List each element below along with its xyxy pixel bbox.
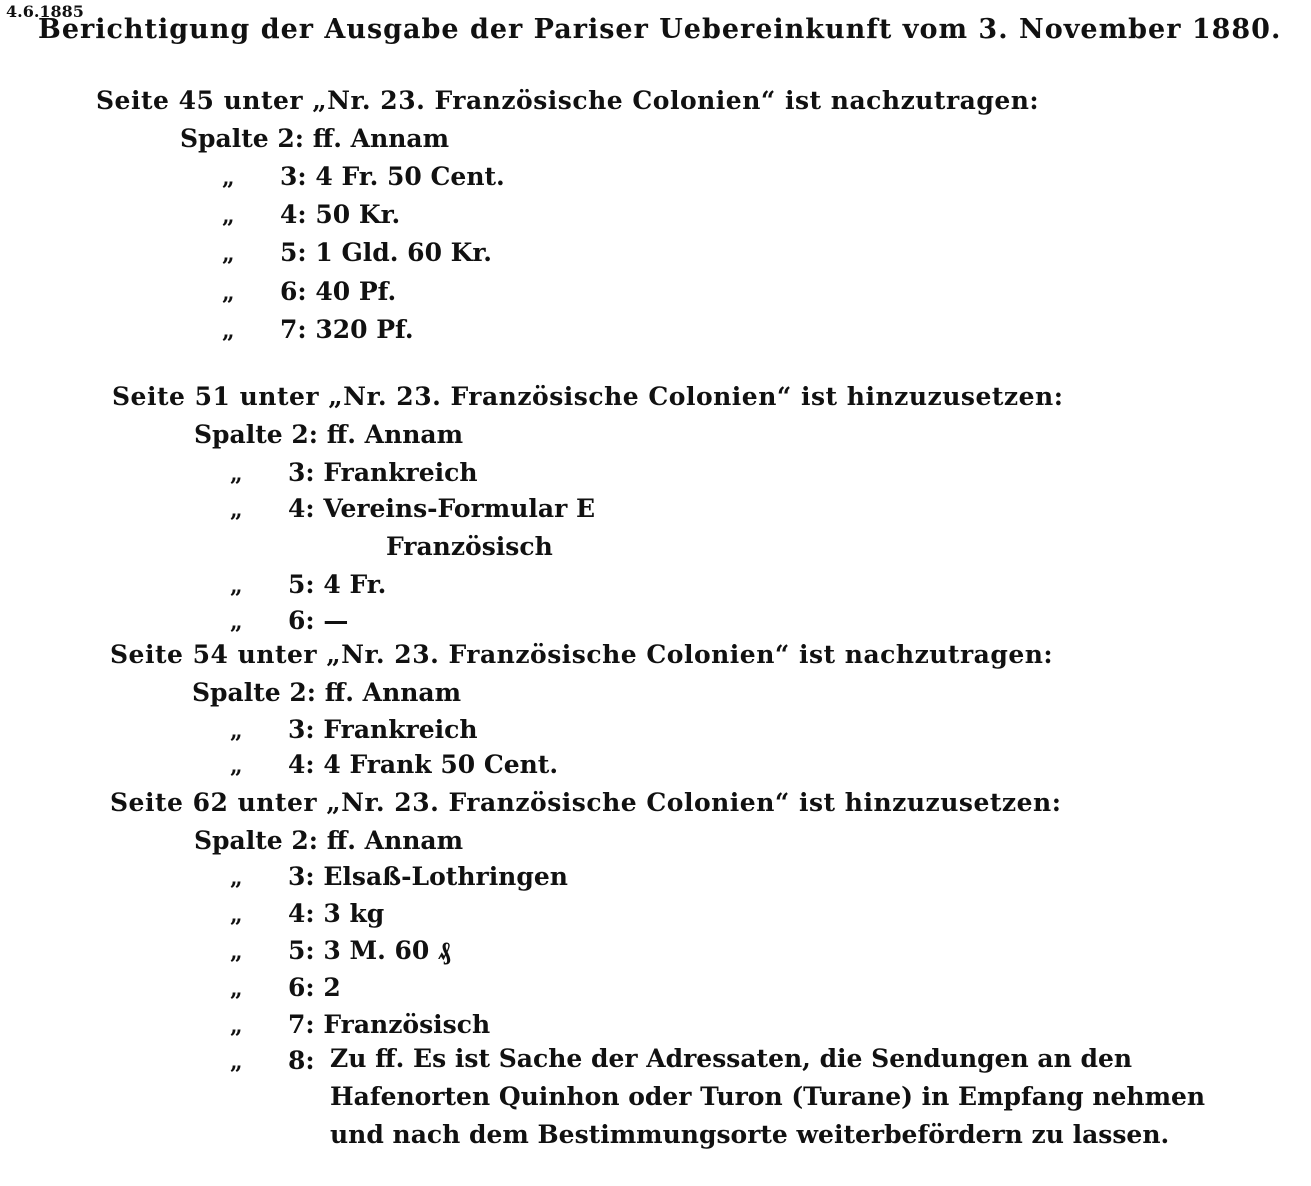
row-label: 5: (288, 936, 315, 965)
row-text: 1 Gld. 60 Kr. (315, 238, 492, 267)
row-label: 4: (288, 899, 315, 928)
row-continuation: Französisch (386, 532, 553, 561)
row-text: 50 Kr. (315, 200, 401, 229)
row (194, 420, 463, 449)
row-text: Frankreich (323, 715, 478, 744)
row (230, 458, 478, 487)
row-label: 2: (289, 678, 317, 707)
row-text: 3 kg (323, 899, 385, 928)
row-text: ff. Annam (326, 826, 464, 855)
row (222, 315, 414, 344)
ditto-mark: „ (222, 203, 235, 229)
row-text: 4 Fr. 50 Cent. (315, 162, 505, 191)
row (230, 606, 348, 635)
row (222, 162, 505, 191)
row-text: Französisch (323, 1010, 491, 1039)
ditto-mark: „ (230, 609, 243, 635)
ditto-mark: „ (230, 753, 243, 779)
ditto-mark: „ (222, 318, 235, 344)
ditto-mark: „ (222, 165, 235, 191)
row (180, 124, 449, 153)
ditto-mark: „ (230, 497, 243, 523)
row-label: 6: (280, 277, 307, 306)
row-label: 3: (288, 715, 315, 744)
ditto-mark: „ (230, 1049, 243, 1075)
row-text: ff. Annam (324, 678, 462, 707)
row-label: 2: (277, 124, 305, 153)
row-label: 4: (288, 494, 315, 523)
ditto-mark: „ (230, 573, 243, 599)
ditto-mark: „ (230, 461, 243, 487)
ditto-mark: „ (230, 939, 243, 965)
document-heading: Berichtigung der Ausgabe der Pariser Uebereinkunft vom 3. November 1880. (38, 14, 1282, 45)
row-text: Frankreich (323, 458, 478, 487)
row (230, 494, 595, 523)
row-label: 3: (280, 162, 307, 191)
row (230, 973, 341, 1002)
row-label: 5: (280, 238, 307, 267)
row (230, 570, 386, 599)
row (230, 862, 568, 891)
row-label: 2: (291, 826, 319, 855)
ditto-mark: „ (222, 280, 235, 306)
row (230, 1046, 315, 1075)
row (230, 750, 558, 779)
row-label: 4: (280, 200, 307, 229)
row (194, 826, 463, 855)
ditto-mark: „ (230, 865, 243, 891)
row-text: Elsaß-Lothringen (323, 862, 568, 891)
row-label: 5: (288, 570, 315, 599)
row-label: 3: (288, 862, 315, 891)
row-label: 3: (288, 458, 315, 487)
row-label: 7: (280, 315, 307, 344)
ditto-mark: „ (230, 976, 243, 1002)
row-label: 8: (288, 1046, 315, 1075)
row-text: 3 M. 60 ₰ (323, 936, 451, 965)
row-prefix: Spalte (192, 678, 281, 707)
row (222, 200, 400, 229)
row (230, 715, 478, 744)
row-text: ff. Annam (312, 124, 450, 153)
row-text: Vereins-Formular E (323, 494, 596, 523)
row-prefix: Spalte (180, 124, 269, 153)
row-text: 4 Frank 50 Cent. (323, 750, 559, 779)
row-text: 4 Fr. (323, 570, 387, 599)
row-text: 2 (323, 973, 341, 1002)
document-date: 4.6.1885 (6, 2, 84, 21)
ditto-mark: „ (222, 241, 235, 267)
row-prefix: Spalte (194, 420, 283, 449)
row-text: — (323, 606, 349, 635)
row-text: 40 Pf. (315, 277, 397, 306)
row-label: 6: (288, 973, 315, 1002)
row-text: ff. Annam (326, 420, 464, 449)
ditto-mark: „ (230, 902, 243, 928)
row (222, 238, 492, 267)
row-note-text: Zu ff. Es ist Sache der Adressaten, die Sendungen an den Hafenorten Quinhon oder Turon (Turane) in Empfang nehmen und nach dem Bestimmungsorte weiterbefördern zu lassen. (330, 1044, 1206, 1149)
row (222, 277, 396, 306)
row (230, 936, 451, 966)
section-title: Seite 62 unter „Nr. 23. Französische Colonien“ ist hinzuzusetzen: (110, 788, 1062, 817)
row-label: 7: (288, 1010, 315, 1039)
ditto-mark: „ (230, 718, 243, 744)
row-prefix: Spalte (194, 826, 283, 855)
ditto-mark: „ (230, 1013, 243, 1039)
row (230, 899, 384, 928)
section-title: Seite 45 unter „Nr. 23. Französische Colonien“ ist nachzutragen: (96, 86, 1040, 115)
section-title: Seite 54 unter „Nr. 23. Französische Colonien“ ist nachzutragen: (110, 640, 1054, 669)
section-title: Seite 51 unter „Nr. 23. Französische Colonien“ ist hinzuzusetzen: (112, 382, 1064, 411)
row-label: 2: (291, 420, 319, 449)
row (192, 678, 461, 707)
row-text: 320 Pf. (315, 315, 414, 344)
row-label: 4: (288, 750, 315, 779)
row (230, 1010, 490, 1039)
row-label: 6: (288, 606, 315, 635)
